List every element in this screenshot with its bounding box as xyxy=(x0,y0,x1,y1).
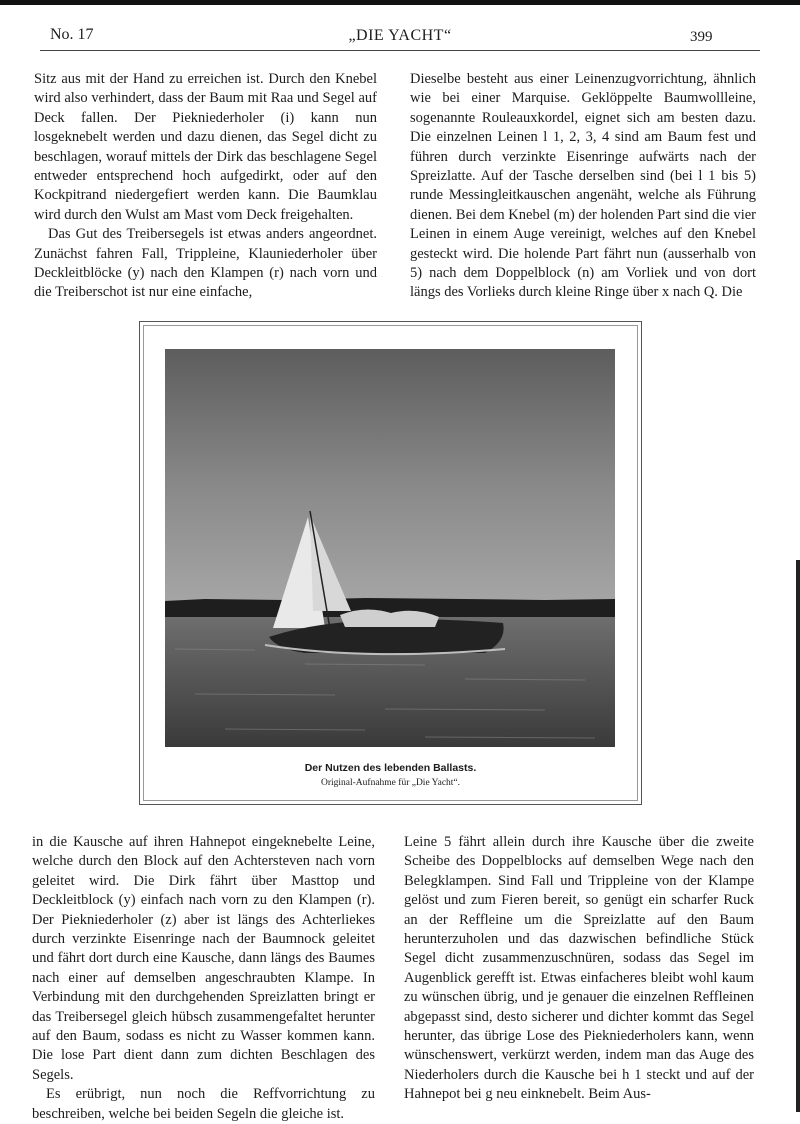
paragraph: in die Kausche auf ihren Hahnepot eingeknebelte Leine, welche durch den Block auf den Achtersteven nach vorn geleitet wird. Die Dirk fährt über Masttop und Deckleitblock (y) einfach nach vorn zu den Klampen (r). Der Piekniederholer (z) aber ist längs des Achterliekes durch verzinkte Eisenringe nach der Baumnock geleitet und fährt dort durch eine Kausche, dann längs des Baumes nach einer auf demselben angeschraubten Klampe. In Verbindung mit den durchgehenden Spreizlatten bringt er das Treibersegel gleich hübsch zusammengefaltet herunter auf den Baum, sodass es nicht zu Wasser kommen kann. Die lose Part dient dann zum dichten Beschlagen des Segels. xyxy=(32,834,375,1083)
page-number: 399 xyxy=(690,29,713,45)
figure-caption-credit: Original-Aufnahme für „Die Yacht“. xyxy=(320,778,461,788)
paragraph: Dieselbe besteht aus einer Leinenzugvorrichtung, ähnlich wie bei einer Marquise. Geklöppelte Baumwollleine, sogenannte Rouleauxkordel, eignet sich am besten dazu. Die einzelnen Leinen l 1, 2, 3, 4 sind am Baum fest und führen durch verzinkte Eisenringe aufwärts nach der Spreizlatte. Auf der Tasche derselben sind (bei l 1 bis 5) runde Messingleitkauschen angenäht, welche als Führung dienen. Bei dem Knebel (m) der holenden Part sind die vier Leinen in einem Auge vereinigt, welches auf den Knebel gesteckt wird. Die holende Part fährt nun (ausserhalb von 5) nach dem Doppelblock (n) am Vorliek und von dort längs des Vorlieks durch kleine Ringe über x nach Q. Die xyxy=(410,71,756,301)
sailboat-photo xyxy=(165,349,615,747)
page-header xyxy=(0,0,800,50)
journal-title: „DIE YACHT“ xyxy=(348,27,452,44)
paragraph: Es erübrigt, nun noch die Reffvorrichtung zu beschreiben, welche bei beiden Segeln die gleiche ist. xyxy=(32,1086,375,1122)
paragraph: Leine 5 fährt allein durch ihre Kausche über die zweite Scheibe des Doppelblocks auf demselben Wege nach den Belegklampen. Sind Fall und Trippleine von der Klampe gelöst und zum Fieren bereit, so genügt ein scharfer Ruck an der Reffleine um die Spreizlatte auf den Baum herunterzuholen und das dazwischen befindliche Stück Segel dicht zusammenzuschnüren, sodass das Segel im Augenblick gerefft ist. Etwas einfacheres bleibt wohl kaum zu wünschen übrig, und je genauer die einzelnen Reffleinen abgepasst sind, desto sicherer und dichter kommt das Segel herunter, das übrige Lose des Piekniederholers kann, wenn wünschenswert, verkürzt werden, indem man das Auge des Niederholers durch die Kausche bei h 1 steckt und auf der Hahnepot bei g neu einknebelt. Beim Aus- xyxy=(404,834,754,1103)
header-divider xyxy=(40,50,760,51)
issue-number: No. 17 xyxy=(50,26,94,43)
figure-caption-title: Der Nutzen des lebenden Ballasts. xyxy=(304,762,477,774)
page-edge-shadow xyxy=(796,560,800,1112)
paragraph: Sitz aus mit der Hand zu erreichen ist. Durch den Knebel wird also verhindert, dass der Baum mit Raa und Segel auf Deck fallen. Der Piekniederholer (i) kann nun losgeknebelt werden und dazu dienen, das Segel dicht zu beschlagen, worauf mittels der Dirk das beschlagene Segel entweder entsprechend hoch aufgedirkt, oder auf den Kockpitrand niedergefiert werden kann. Die Baumklau wird durch den Wulst am Mast vom Deck freigehalten. xyxy=(34,71,377,223)
top-right-column xyxy=(410,70,756,303)
top-left-column xyxy=(34,70,377,303)
bottom-left-column xyxy=(32,833,375,1124)
bottom-right-column xyxy=(404,833,754,1105)
paragraph: Das Gut des Treibersegels ist etwas anders angeordnet. Zunächst fahren Fall, Trippleine, Klauniederholer über Deckleitblöcke (y) nach den Klampen (r) nach vorn und die Treiberschot ist nur eine einfache, xyxy=(34,226,377,301)
